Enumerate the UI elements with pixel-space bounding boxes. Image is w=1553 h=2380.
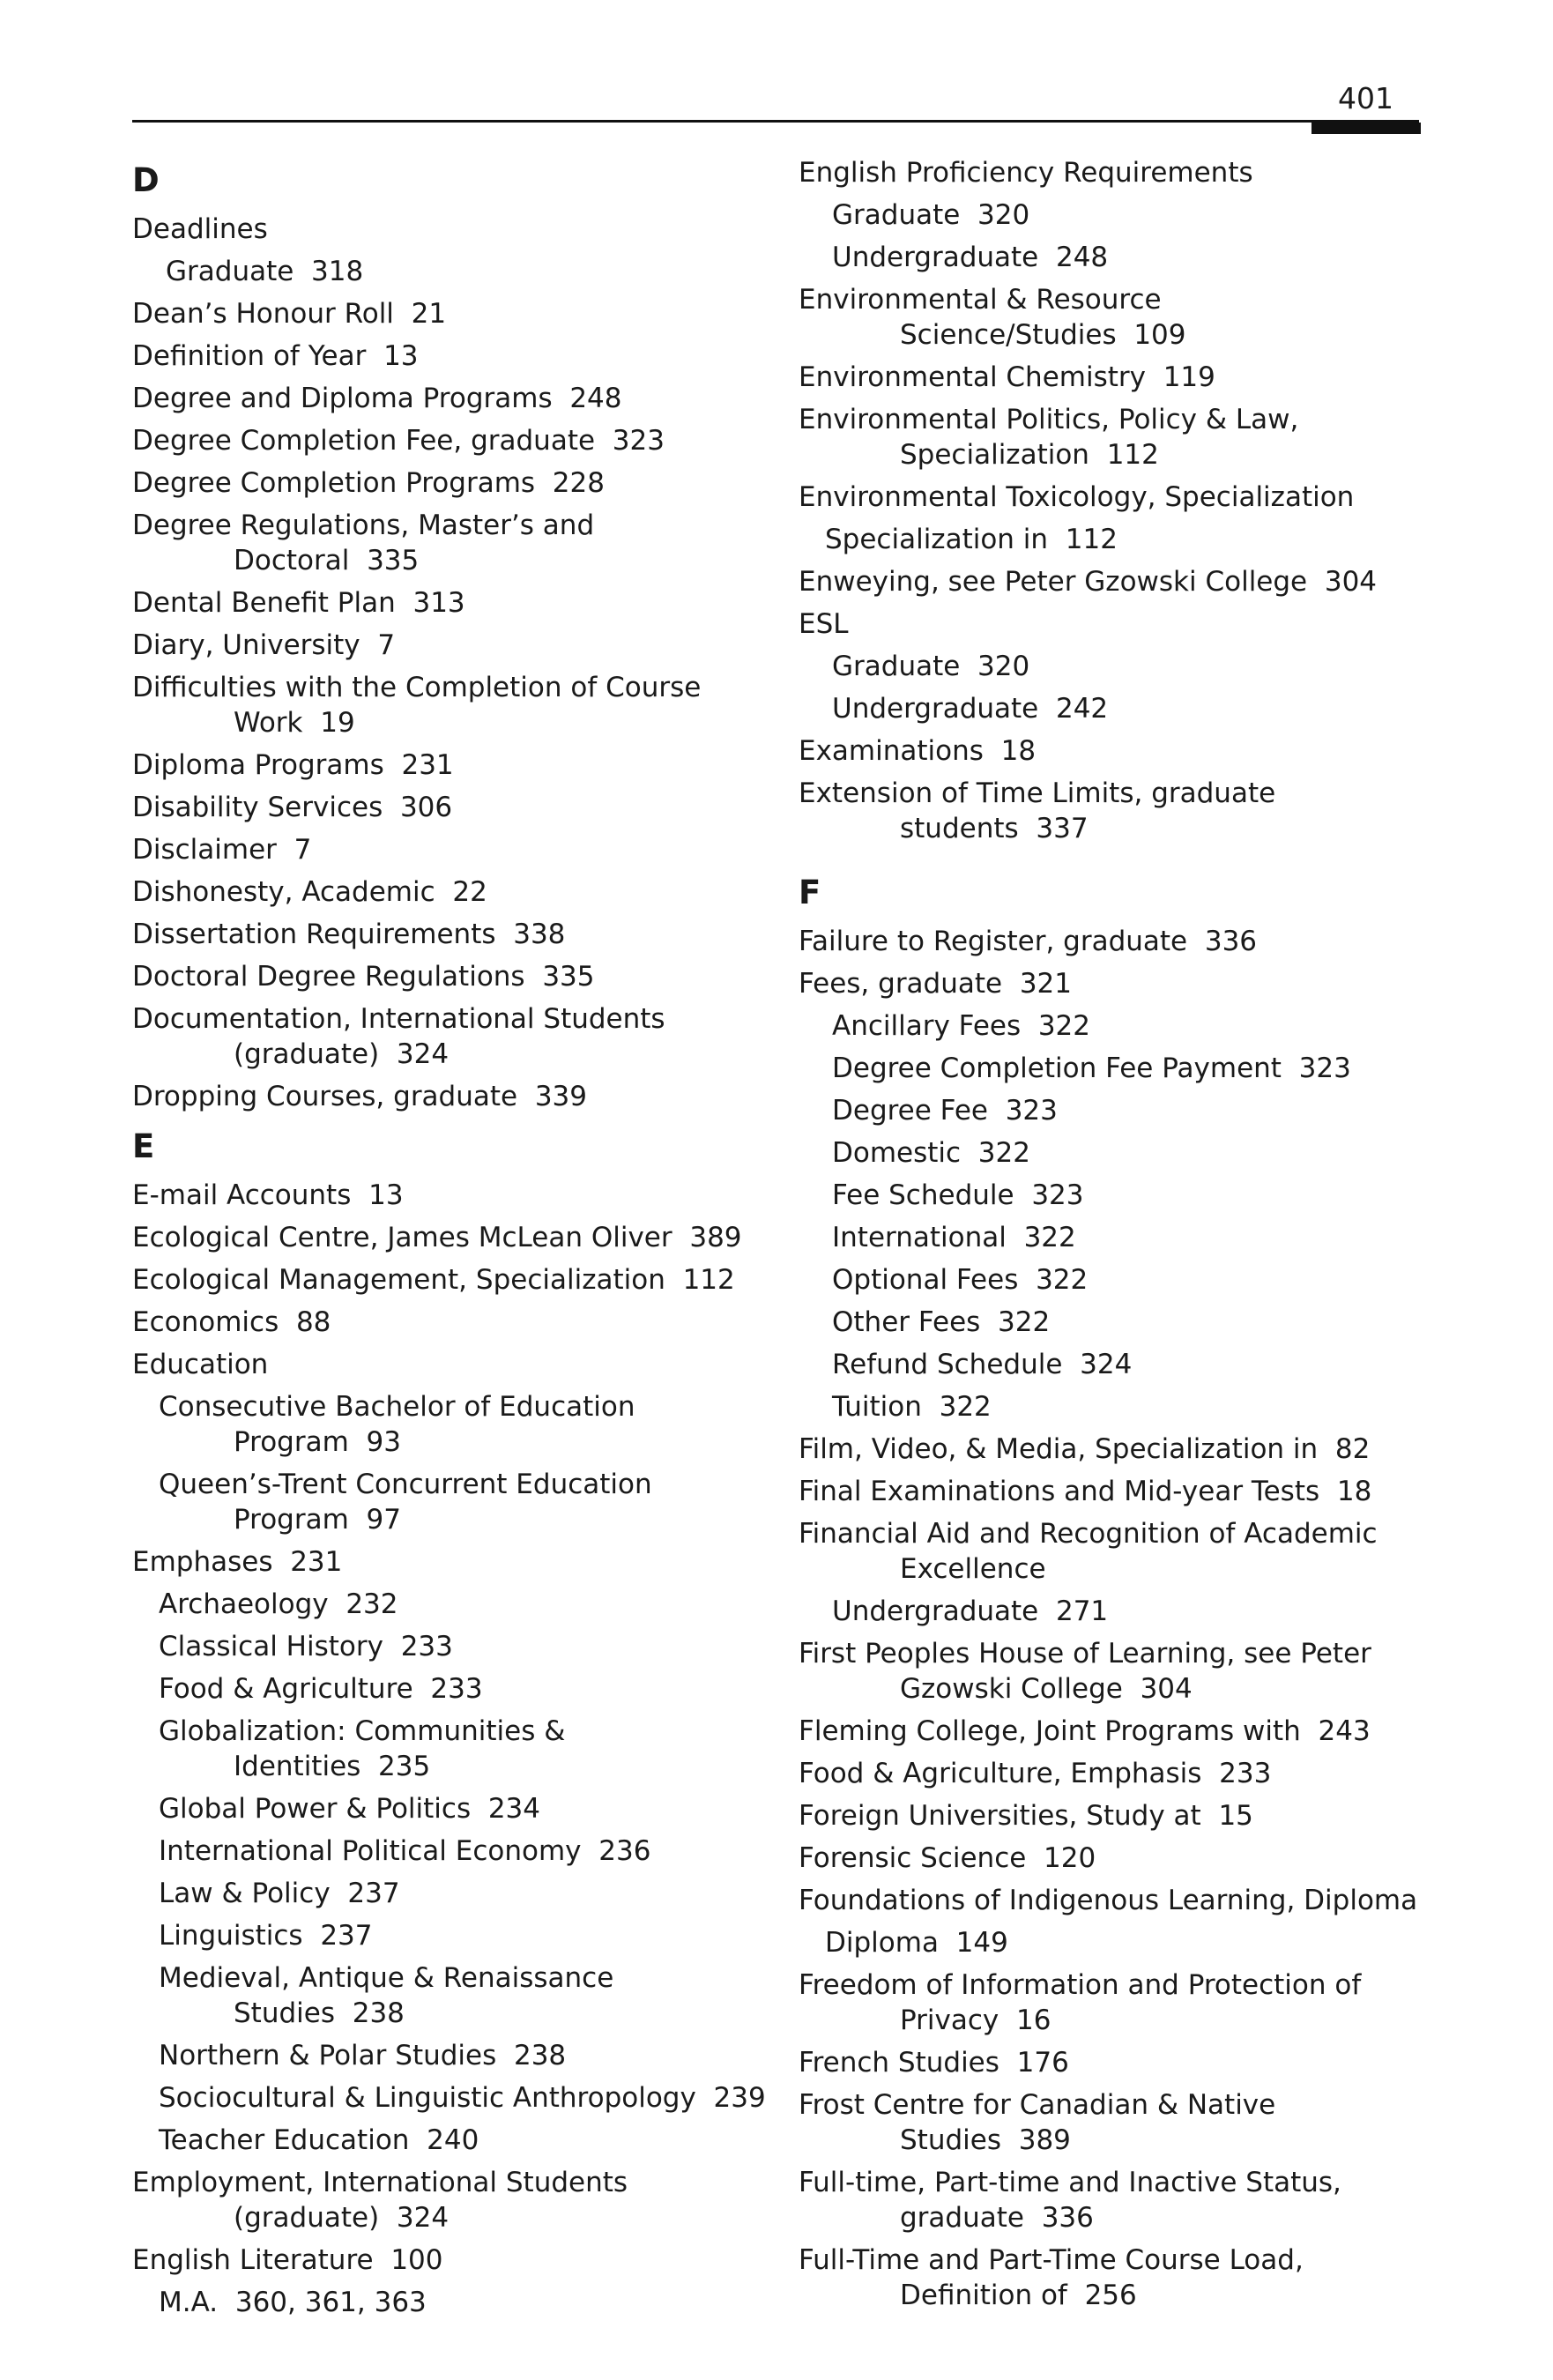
entry-label: Diploma (825, 1927, 939, 1959)
index-entry (799, 1883, 1442, 1918)
index-subentry (799, 1347, 1442, 1382)
entry-label: Food & Agriculture (159, 1673, 413, 1705)
index-subentry (132, 1714, 767, 1784)
entry-label: Degree Completion Fee Payment (832, 1052, 1282, 1084)
entry-label: Final Examinations and Mid-year Tests (799, 1476, 1320, 1507)
entry-label: Education (132, 1349, 269, 1380)
index-subentry (799, 1305, 1442, 1340)
entry-label: Full-time, Part-time and Inactive Status, graduate (799, 2167, 1341, 2234)
entry-page-ref: 337 (1036, 813, 1089, 844)
entry-label: Medieval, Antique & Renaissance Studies (159, 1962, 614, 2029)
entry-page-ref: 322 (939, 1391, 992, 1423)
index-entry (132, 381, 767, 416)
index-entry (132, 423, 767, 458)
index-entry (132, 296, 767, 331)
index-subentry (799, 649, 1442, 684)
index-entry (132, 338, 767, 374)
entry-page-ref: 338 (513, 919, 566, 950)
entry-page-ref: 18 (1336, 1476, 1372, 1507)
entry-label: Foundations of Indigenous Learning, Diploma (799, 1885, 1418, 1916)
index-entry (132, 508, 767, 578)
entry-page-ref: 389 (689, 1222, 742, 1253)
index-entry (799, 1756, 1442, 1791)
index-subentry (799, 1220, 1442, 1255)
index-subentry (132, 1467, 767, 1537)
index-subentry (132, 1671, 767, 1707)
index-subentry (799, 1093, 1442, 1128)
entry-page-ref: 13 (383, 340, 419, 372)
entry-label: Domestic (832, 1137, 962, 1169)
entry-page-ref: 321 (1019, 968, 1072, 1000)
index-entry (132, 790, 767, 825)
index-subentry (132, 1918, 767, 1953)
entry-page-ref: 112 (1065, 524, 1118, 555)
entry-label: Fees, graduate (799, 968, 1003, 1000)
index-entry (132, 1262, 767, 1298)
index-column-left (132, 155, 767, 2327)
entry-label: Disclaimer (132, 834, 277, 866)
entry-label: Ecological Centre, James McLean Oliver (132, 1222, 672, 1253)
index-subentry (799, 1008, 1442, 1044)
entry-page-ref: 320 (977, 651, 1030, 682)
entry-label: Undergraduate (832, 1595, 1039, 1627)
index-subentry (132, 2285, 767, 2320)
entry-label: Fee Schedule (832, 1179, 1014, 1211)
index-entry (799, 1474, 1442, 1509)
index-entry (132, 1001, 767, 1072)
entry-page-ref: 323 (1298, 1052, 1351, 1084)
entry-label: International Political Economy (159, 1835, 582, 1867)
entry-page-ref: 233 (400, 1631, 453, 1662)
entry-page-ref: 7 (377, 629, 396, 661)
entry-label: Enweying, see Peter Gzowski College (799, 566, 1308, 598)
entry-label: Foreign Universities, Study at (799, 1800, 1201, 1832)
entry-page-ref: 231 (290, 1546, 343, 1578)
entry-label: Graduate (832, 651, 961, 682)
index-entry (132, 465, 767, 501)
entry-label: Archaeology (159, 1588, 329, 1620)
entry-label: Degree Fee (832, 1095, 988, 1127)
index-entry (132, 1347, 767, 1382)
entry-label: Environmental Politics, Policy & Law, Specialization (799, 404, 1299, 471)
entry-page-ref: 112 (682, 1264, 735, 1296)
entry-page-ref: 240 (427, 2124, 479, 2156)
entry-page-ref: 304 (1140, 1673, 1193, 1705)
entry-page-ref: 313 (412, 587, 465, 619)
entry-page-ref: 237 (347, 1878, 400, 1909)
index-entry (799, 360, 1442, 395)
entry-label: Law & Policy (159, 1878, 331, 1909)
entry-page-ref: 335 (542, 961, 595, 993)
entry-label: Degree and Diploma Programs (132, 383, 553, 414)
entry-label: Environmental Chemistry (799, 361, 1146, 393)
entry-label: Consecutive Bachelor of Education Program (159, 1391, 635, 1458)
index-subentry (799, 1925, 1442, 1960)
entry-label: Documentation, International Students (graduate) (132, 1003, 665, 1070)
entry-label: Queen’s-Trent Concurrent Education Program (159, 1469, 652, 1536)
entry-label: Film, Video, & Media, Specialization in (799, 1433, 1319, 1465)
index-subentry (132, 1960, 767, 2031)
entry-page-ref: 320 (977, 199, 1030, 231)
entry-label: International (832, 1222, 1007, 1253)
entry-page-ref: 324 (396, 1038, 450, 1070)
entry-page-ref: 306 (399, 792, 453, 823)
entry-label: Diploma Programs (132, 749, 384, 781)
index-entry (132, 1178, 767, 1213)
entry-page-ref: 237 (320, 1920, 373, 1952)
entry-page-ref: 15 (1218, 1800, 1253, 1832)
entry-label: Financial Aid and Recognition of Academic Excellence (799, 1518, 1378, 1585)
entry-label: Ancillary Fees (832, 1010, 1022, 1042)
entry-label: Examinations (799, 735, 984, 767)
entry-page-ref: 18 (1000, 735, 1037, 767)
index-entry (799, 606, 1442, 642)
index-column-right (799, 155, 1442, 2320)
index-subentry (132, 1791, 767, 1826)
entry-label: Environmental Toxicology, Specialization (799, 481, 1355, 513)
entry-label: Degree Completion Programs (132, 467, 536, 499)
entry-label: Undergraduate (832, 242, 1039, 273)
entry-page-ref: 248 (1055, 242, 1109, 273)
entry-label: Doctoral Degree Regulations (132, 961, 525, 993)
index-subentry (132, 2123, 767, 2158)
entry-label: Disability Services (132, 792, 383, 823)
entry-page-ref: 149 (955, 1927, 1008, 1959)
index-entry (132, 959, 767, 994)
entry-label: Dissertation Requirements (132, 919, 496, 950)
entry-label: Linguistics (159, 1920, 303, 1952)
index-subentry (132, 1389, 767, 1460)
index-subentry (132, 2038, 767, 2073)
entry-label: Sociocultural & Linguistic Anthropology (159, 2082, 696, 2114)
entry-label: Forensic Science (799, 1842, 1027, 1874)
entry-label: Global Power & Politics (159, 1793, 472, 1825)
page-number: 401 (1338, 81, 1393, 115)
entry-page-ref: 93 (366, 1426, 401, 1458)
entry-page-ref: 233 (430, 1673, 483, 1705)
entry-label: Food & Agriculture, Emphasis (799, 1758, 1202, 1789)
entry-page-ref: 239 (713, 2082, 766, 2114)
index-subentry (132, 1833, 767, 1869)
entry-label: Freedom of Information and Protection of Privacy (799, 1969, 1362, 2036)
entry-page-ref: 336 (1041, 2202, 1094, 2234)
index-entry (799, 924, 1442, 959)
index-entry (799, 2087, 1442, 2158)
entry-page-ref: 339 (534, 1081, 587, 1112)
index-entry (132, 1305, 767, 1340)
entry-label: Difficulties with the Completion of Course Work (132, 672, 702, 739)
entry-label: Dropping Courses, graduate (132, 1081, 518, 1112)
entry-page-ref: 318 (311, 256, 364, 287)
entry-label: E-mail Accounts (132, 1179, 352, 1211)
index-entry (799, 1516, 1442, 1587)
index-entry (799, 1798, 1442, 1833)
entry-page-ref: 360, 361, 363 (234, 2287, 427, 2318)
index-subentry (132, 1876, 767, 1911)
entry-label: Extension of Time Limits, graduate students (799, 777, 1276, 844)
entry-page-ref: 22 (452, 876, 487, 908)
entry-label: Diary, University (132, 629, 360, 661)
entry-page-ref: 238 (352, 1997, 405, 2029)
index-entry (799, 480, 1442, 515)
index-subentry (799, 1178, 1442, 1213)
index-subentry (132, 2080, 767, 2116)
entry-label: Ecological Management, Specialization (132, 1264, 665, 1296)
index-entry (132, 917, 767, 952)
index-entry (799, 1967, 1442, 2038)
entry-label: Dishonesty, Academic (132, 876, 435, 908)
entry-label: Dean’s Honour Roll (132, 298, 394, 330)
entry-page-ref: 271 (1055, 1595, 1109, 1627)
index-entry (799, 776, 1442, 846)
index-subentry (799, 691, 1442, 726)
entry-page-ref: 304 (1324, 566, 1378, 598)
entry-page-ref: 16 (1015, 2004, 1051, 2036)
entry-label: Employment, International Students (graduate) (132, 2167, 628, 2234)
entry-page-ref: 235 (378, 1751, 431, 1782)
index-entry (799, 1432, 1442, 1467)
entry-page-ref: 112 (1106, 439, 1159, 471)
index-entry (132, 1220, 767, 1255)
entry-page-ref: 234 (487, 1793, 540, 1825)
entry-label: M.A. (159, 2287, 219, 2318)
entry-label: Degree Completion Fee, graduate (132, 425, 596, 457)
entry-page-ref: 176 (1016, 2047, 1069, 2079)
index-entry (799, 2165, 1442, 2235)
entry-label: Classical History (159, 1631, 383, 1662)
section-letter: E (132, 1127, 155, 1165)
index-entry (799, 564, 1442, 599)
index-entry (132, 874, 767, 910)
entry-label: English Literature (132, 2244, 374, 2276)
index-entry (799, 1636, 1442, 1707)
entry-page-ref: 323 (1031, 1179, 1084, 1211)
index-entry (132, 1079, 767, 1114)
entry-label: Graduate (832, 199, 961, 231)
entry-label: Northern & Polar Studies (159, 2040, 497, 2071)
index-subentry (799, 1594, 1442, 1629)
index-entry (132, 2242, 767, 2278)
index-entry (799, 282, 1442, 353)
index-entry (799, 402, 1442, 472)
header-rule (132, 120, 1419, 123)
entry-page-ref: 256 (1084, 2280, 1137, 2311)
entry-label: Environmental & Resource Science/Studies (799, 284, 1162, 351)
entry-label: English Proficiency Requirements (799, 157, 1253, 189)
entry-label: Failure to Register, graduate (799, 926, 1188, 957)
entry-page-ref: 119 (1163, 361, 1215, 393)
entry-label: Deadlines (132, 213, 268, 245)
index-subentry (799, 1135, 1442, 1171)
entry-label: Tuition (832, 1391, 922, 1423)
entry-page-ref: 236 (598, 1835, 651, 1867)
index-entry (132, 670, 767, 740)
entry-page-ref: 13 (368, 1179, 404, 1211)
entry-label: Economics (132, 1306, 279, 1338)
entry-label: ESL (799, 608, 849, 640)
entry-label: Other Fees (832, 1306, 981, 1338)
entry-page-ref: 323 (1005, 1095, 1058, 1127)
index-subentry (799, 522, 1442, 557)
index-subentry (799, 1262, 1442, 1298)
entry-label: Dental Benefit Plan (132, 587, 396, 619)
entry-page-ref: 19 (320, 707, 355, 739)
index-entry (799, 155, 1442, 190)
index-entry (132, 832, 767, 867)
section-letter: D (132, 161, 160, 199)
entry-page-ref: 335 (367, 545, 420, 576)
entry-label: Fleming College, Joint Programs with (799, 1715, 1301, 1747)
entry-page-ref: 322 (1036, 1264, 1089, 1296)
entry-page-ref: 120 (1044, 1842, 1096, 1874)
header-rule-tab (1312, 123, 1421, 134)
index-subentry (799, 1389, 1442, 1424)
entry-page-ref: 322 (1037, 1010, 1090, 1042)
entry-page-ref: 232 (346, 1588, 398, 1620)
entry-page-ref: 322 (977, 1137, 1030, 1169)
entry-page-ref: 82 (1334, 1433, 1371, 1465)
entry-label: First Peoples House of Learning, see Peter Gzowski College (799, 1638, 1371, 1705)
entry-label: Frost Centre for Canadian & Native Studies (799, 2089, 1276, 2156)
section-letter: F (799, 874, 821, 911)
index-entry (799, 2045, 1442, 2080)
index-entry (799, 733, 1442, 769)
entry-page-ref: 100 (390, 2244, 443, 2276)
index-entry (132, 585, 767, 621)
index-entry (132, 628, 767, 663)
entry-page-ref: 242 (1055, 693, 1109, 725)
entry-page-ref: 248 (569, 383, 622, 414)
index-entry (132, 212, 767, 247)
entry-page-ref: 324 (1080, 1349, 1133, 1380)
index-entry (132, 2165, 767, 2235)
entry-page-ref: 322 (1023, 1222, 1076, 1253)
index-subentry (799, 240, 1442, 275)
entry-label: Refund Schedule (832, 1349, 1063, 1380)
entry-page-ref: 336 (1204, 926, 1258, 957)
entry-label: Emphases (132, 1546, 273, 1578)
entry-page-ref: 88 (295, 1306, 331, 1338)
entry-page-ref: 21 (411, 298, 447, 330)
index-subentry (799, 1051, 1442, 1086)
entry-label: Graduate (166, 256, 294, 287)
index-entry (799, 966, 1442, 1001)
entry-page-ref: 233 (1219, 1758, 1272, 1789)
index-subentry (132, 1587, 767, 1622)
index-entry (799, 2242, 1442, 2313)
entry-page-ref: 322 (998, 1306, 1051, 1338)
entry-page-ref: 97 (366, 1504, 401, 1536)
entry-label: Teacher Education (159, 2124, 410, 2156)
entry-page-ref: 389 (1018, 2124, 1071, 2156)
entry-page-ref: 238 (513, 2040, 567, 2071)
index-subentry (132, 1629, 767, 1664)
entry-label: Degree Regulations, Master’s and Doctoral (132, 509, 595, 576)
entry-page-ref: 109 (1133, 319, 1186, 351)
entry-page-ref: 231 (401, 749, 454, 781)
index-entry (799, 1841, 1442, 1876)
index-subentry (799, 197, 1442, 233)
index-entry (799, 1714, 1442, 1749)
entry-page-ref: 323 (612, 425, 665, 457)
index-entry (132, 747, 767, 783)
entry-label: Specialization in (825, 524, 1049, 555)
entry-page-ref: 243 (1318, 1715, 1371, 1747)
entry-page-ref: 7 (294, 834, 312, 866)
entry-label: Globalization: Communities & Identities (159, 1715, 566, 1782)
entry-label: Optional Fees (832, 1264, 1019, 1296)
entry-label: Definition of Year (132, 340, 367, 372)
index-subentry (132, 254, 767, 289)
index-entry (132, 1544, 767, 1580)
entry-label: Undergraduate (832, 693, 1039, 725)
entry-label: Full-Time and Part-Time Course Load, Definition of (799, 2244, 1304, 2311)
entry-page-ref: 228 (552, 467, 605, 499)
entry-label: French Studies (799, 2047, 999, 2079)
entry-page-ref: 324 (396, 2202, 450, 2234)
